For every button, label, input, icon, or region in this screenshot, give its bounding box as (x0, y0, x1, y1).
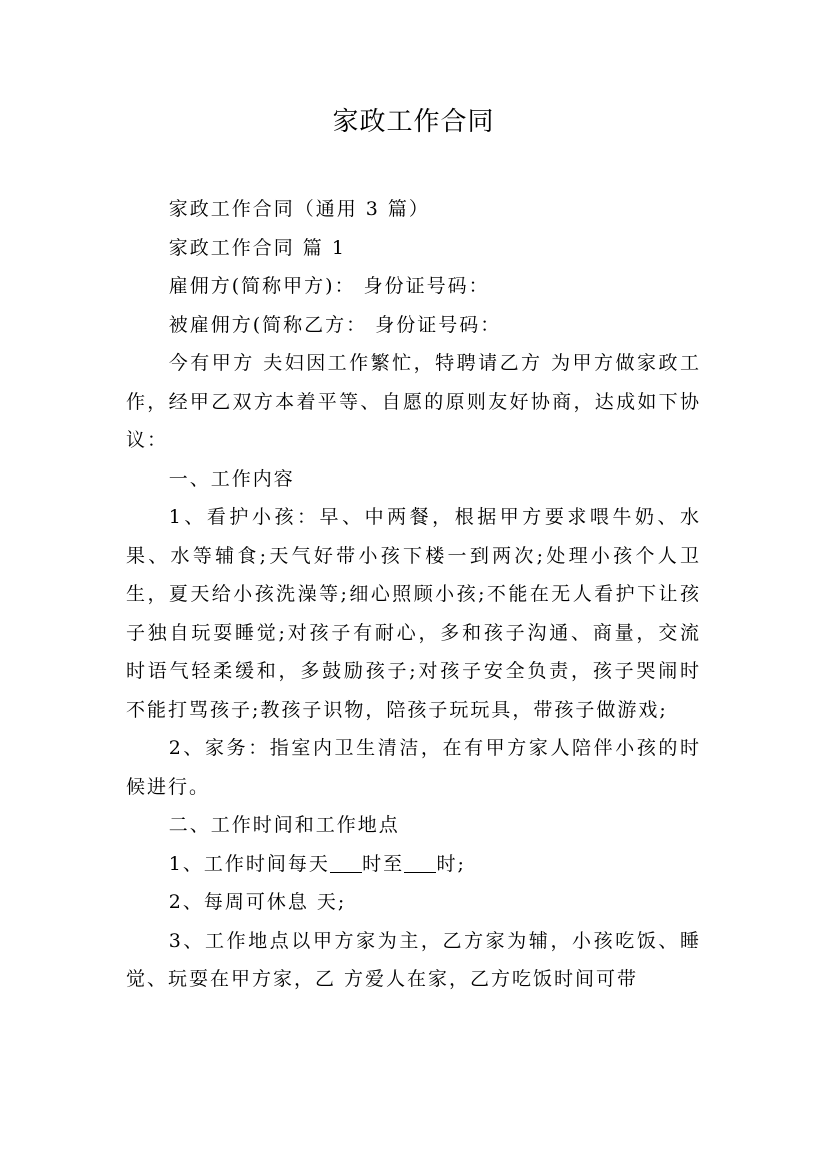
paragraph-work-hours (126, 845, 701, 884)
document-body (126, 190, 701, 999)
paragraph-heading-part1: 家政工作合同 篇 1 (168, 236, 346, 259)
paragraph-section-2: 二、工作时间和工作地点 (168, 814, 400, 836)
document-title: 家政工作合同 (332, 107, 495, 137)
paragraph-preamble: 今有甲方 夫妇因工作繁忙，特聘请乙方 为甲方做家政工作，经甲乙双方本着平等、自愿的原则友好协商，达成如下协议： (126, 352, 701, 451)
paragraph-housework: 2、家务：指室内卫生清洁，在有甲方家人陪伴小孩的时候进行。 (126, 737, 701, 798)
work-hours-text-b: 时至 (362, 852, 405, 875)
blank-end-hour (404, 853, 436, 873)
paragraph-work-location: 3、工作地点以甲方家为主，乙方家为辅，小孩吃饭、睡觉、玩耍在甲方家，乙 方爱人在家，乙方吃饭时间可带 (126, 929, 701, 990)
paragraph-heading-general: 家政工作合同（通用 3 篇） (168, 198, 430, 220)
paragraph-employee: 被雇佣方(简称乙方： 身份证号码： (168, 313, 502, 336)
work-hours-text-c: 时; (436, 852, 466, 875)
blank-start-hour (330, 853, 362, 873)
paragraph-employer: 雇佣方(简称甲方)： 身份证号码： (168, 275, 490, 297)
paragraph-section-1: 一、工作内容 (168, 467, 295, 490)
paragraph-childcare: 1、看护小孩：早、中两餐，根据甲方要求喂牛奶、水果、水等辅食;天气好带小孩下楼一到两次;处理小孩个人卫生，夏天给小孩洗澡等;细心照顾小孩;不能在无人看护下让孩子独自玩耍睡觉;对孩子有耐心，多和孩子沟通、商量，交流时语气轻柔缓和，多鼓励孩子;对孩子安全负责，孩子哭闹时不能打骂孩子;教孩子识物，陪孩子玩玩具，带孩子做游戏; (126, 506, 701, 721)
work-hours-text-a: 1、工作时间每天 (168, 852, 330, 875)
paragraph-rest-days: 2、每周可休息 天; (168, 891, 347, 913)
